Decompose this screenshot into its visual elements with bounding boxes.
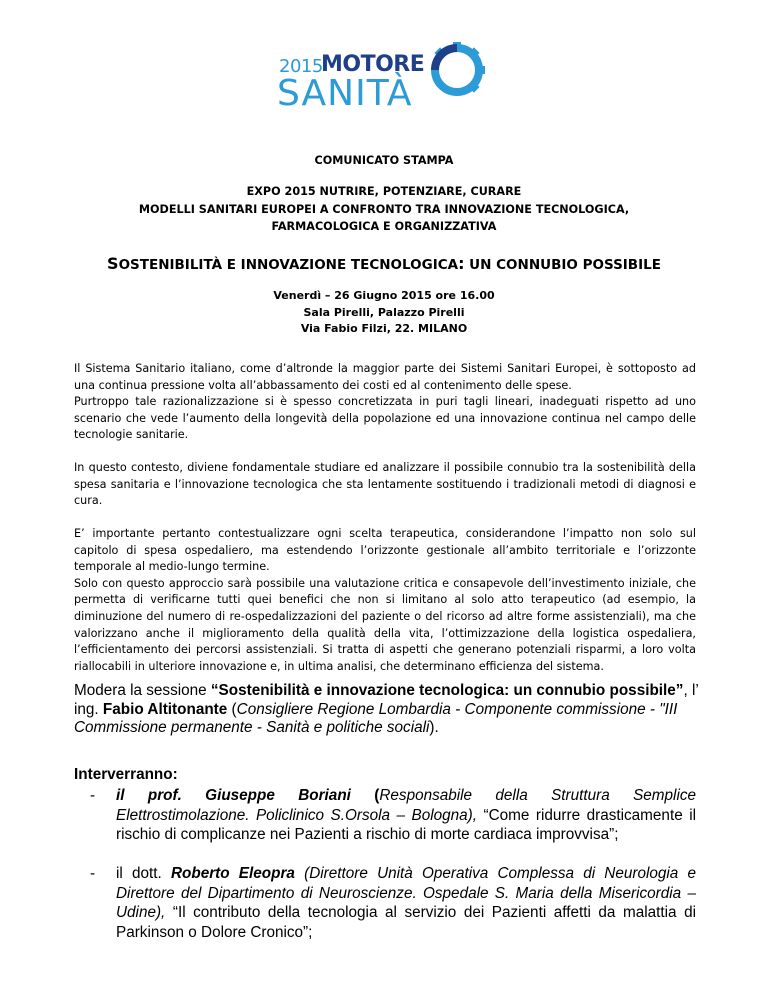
speaker-1-text [116,786,696,845]
session-title-initial: S [107,254,119,273]
speaker-1-name: il prof. Giuseppe Boriani [116,787,351,804]
gear-icon [427,40,487,100]
header-line-2: MODELLI SANITARI EUROPEI A CONFRONTO TRA INNOVAZIONE TECNOLOGICA, [138,203,630,216]
list-bullet: - [90,865,96,882]
paragraph-3b: Solo con questo approccio sarà possibile una valutazione critica e consapevole dell’investimento iniziale, che permetta di verificarne tutti quei benefici che non si limitano al solo atto terapeutico (ad esempio, la diminuzione del numero di re-ospedalizzazioni del paziente o del ricorso ad altre forme assistenziali), ma che valorizzano anche il miglioramento della qualità della vita, l’ottimizzazione della logistica ospedaliera, l’efficientamento dei percorsi assistenziali. Si tratta di aspetti che generano potenziali risparmi, a loro volta riallocabili in ulteriore innovazione e, in ultima analisi, che determinano efficienza del sistema. [74,576,696,673]
paragraph-3 [74,526,696,675]
list-bullet: - [90,787,96,804]
moderator-mid: , l’ ing. [74,682,699,718]
speaker-1-paren: ( [350,787,380,804]
session-title-colon: : [458,254,465,273]
speaker-2-role: (Direttore Unità Operativa Complessa di Neurologia e Direttore del Dipartimento di Neuroscienze. Ospedale S. Maria della Misericordia – Udine), [116,865,696,921]
paragraph-1a: Il Sistema Sanitario italiano, come d’altronde la maggior parte dei Sistemi Sanitari Europei, è sottoposto ad una continua pressione volta all’abbassamento dei costi ed al contenimento delle spese. [74,362,696,392]
motore-sanita-logo [277,40,487,112]
moderator-role: Consigliere Regione Lombardia - Componente commissione - "III Commissione permanente - Sanità e politiche sociali [74,700,678,736]
paragraph-2 [74,460,696,510]
session-title-part2: UN CONNUBIO POSSIBILE [464,257,661,273]
header-line-1: EXPO 2015 NUTRIRE, POTENZIARE, CURARE [246,185,522,198]
session-title-part1: OSTENIBILITÀ E INNOVAZIONE TECNOLOGICA [118,257,459,273]
logo-year: 2015 [279,56,323,77]
speaker-2-name: Roberto Eleopra [170,865,295,882]
moderator-paragraph [74,682,704,738]
speaker-2-text [116,864,696,942]
moderator-name: Fabio Altitonante [102,700,228,718]
speakers-heading: Interverranno: [74,766,178,783]
moderator-paren-open: ( [227,700,237,718]
event-date: Venerdì – 26 Giugno 2015 ore 16.00 [273,289,495,302]
speaker-2-talk: “Il contributo della tecnologia al servizio dei Pazienti affetti da malattia di Parkinson o Dolore Cronico”; [116,904,696,941]
event-venue: Sala Pirelli, Palazzo Pirelli [303,306,465,319]
moderator-paren-close: ). [429,719,439,736]
moderator-intro: Modera la sessione [74,682,211,699]
session-title [0,254,768,273]
event-address: Via Fabio Filzi, 22. MILANO [300,322,468,335]
header-line-3: FARMACOLOGICA E ORGANIZZATIVA [271,220,497,233]
speaker-1-talk: “Come ridurre drasticamente il rischio di complicanze nei Pazienti a rischio di morte cardiaca improvvisa”; [116,806,696,843]
moderator-session-name: “Sostenibilità e innovazione tecnologica: un connubio possibile” [210,682,684,699]
logo-motore: MOTORE [321,52,425,77]
paragraph-3a: E’ importante pertanto contestualizzare ogni scelta terapeutica, considerandone l’impatto non solo sul capitolo di spesa ospedaliero, ma estendendo l’orizzonte gestionale all’ambito territoriale e l’orizzonte temporale al medio-lungo termine. [74,527,696,574]
paragraph-1b: Purtroppo tale razionalizzazione si è spesso concretizzata in puri tagli lineari, inadeguati rispetto ad uno scenario che vede l’aumento della longevità della popolazione ed una innovazione continua nel campo delle tecnologie sanitarie. [74,395,696,442]
paragraph-1 [74,361,696,444]
paragraph-2-text: In questo contesto, diviene fondamentale studiare ed analizzare il possibile connubio tra la sostenibilità della spesa sanitaria e l’innovazione tecnologica che sta lentamente sostituendo i tradizionali metodi di diagnosi e cura. [74,461,696,508]
logo-sanita: SANITÀ [277,73,413,114]
speaker-1-role: Responsabile della Struttura Semplice Elettrostimolazione. Policlinico S.Orsola – Bologna), [116,787,696,824]
speaker-2-prefix: il dott. [116,865,171,882]
press-release-label: COMUNICATO STAMPA [314,154,454,167]
